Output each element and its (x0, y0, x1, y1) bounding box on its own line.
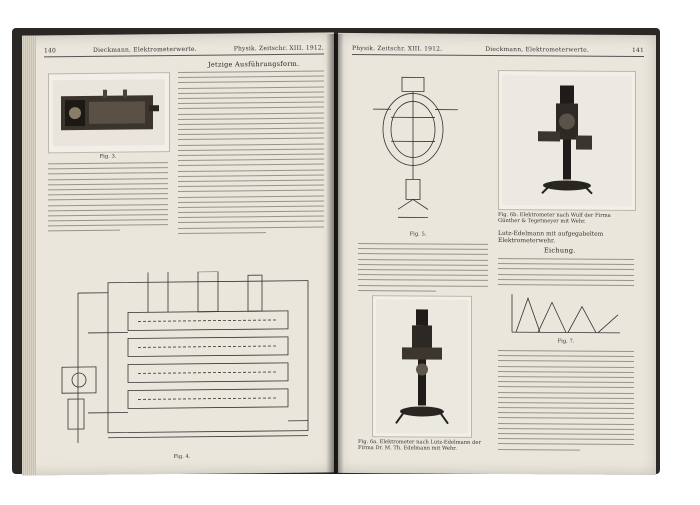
fig3-caption: Fig. 3. (99, 153, 117, 160)
fig6a-caption: Fig. 6a. Elektrometer nach Lutz-Edelmann der Firma Dr. M. Th. Edelmann mit Wehr. (358, 439, 481, 452)
left-header-journal: Physik. Zeitschr. XIII. 1912. (233, 44, 324, 53)
fig6a-photo (372, 295, 472, 438)
fig4-caption: Fig. 4. (173, 453, 191, 461)
lutz-edelmann-line: Lutz-Edelmann mit aufgegabeltem Elektrometerwehr. (498, 230, 604, 245)
left-page-number: 140 (44, 47, 57, 55)
right-header-rule (352, 54, 644, 57)
fig7-caption: Fig. 7. (557, 338, 575, 345)
middle-left-text (358, 243, 488, 296)
fig7-graph (508, 292, 624, 337)
right-header-journal: Physik. Zeitschr. XIII. 1912. (352, 44, 443, 53)
bottom-right-text (498, 350, 634, 455)
right-page-number: 141 (631, 46, 644, 55)
section-heading-ausfuehrung: Jetzige Ausführungsform. (208, 59, 300, 69)
left-column-text (48, 162, 168, 236)
fig5-drawing (358, 69, 478, 230)
section-heading-eichung: Eichung. (544, 246, 576, 255)
left-header-author: Dieckmann, Elektrometerwerte. (93, 45, 197, 54)
fig3-photo (48, 72, 170, 153)
book (12, 28, 660, 474)
eichung-text (498, 258, 634, 290)
page-edges (22, 35, 36, 475)
fig6b-caption: Fig. 6b. Elektrometer nach Wulf der Firma Günther & Tegetmeyer mit Wehr. (498, 212, 611, 225)
left-page (22, 32, 334, 475)
fig6b-photo (498, 70, 636, 211)
right-page-header (352, 45, 644, 54)
right-header-author: Dieckmann, Elektrometerwerte. (485, 45, 589, 54)
right-page (338, 33, 656, 475)
right-column-text (178, 70, 324, 238)
fig4-drawing (48, 270, 324, 453)
left-header-rule (44, 53, 324, 57)
fig5-caption: Fig. 5. (409, 231, 427, 238)
